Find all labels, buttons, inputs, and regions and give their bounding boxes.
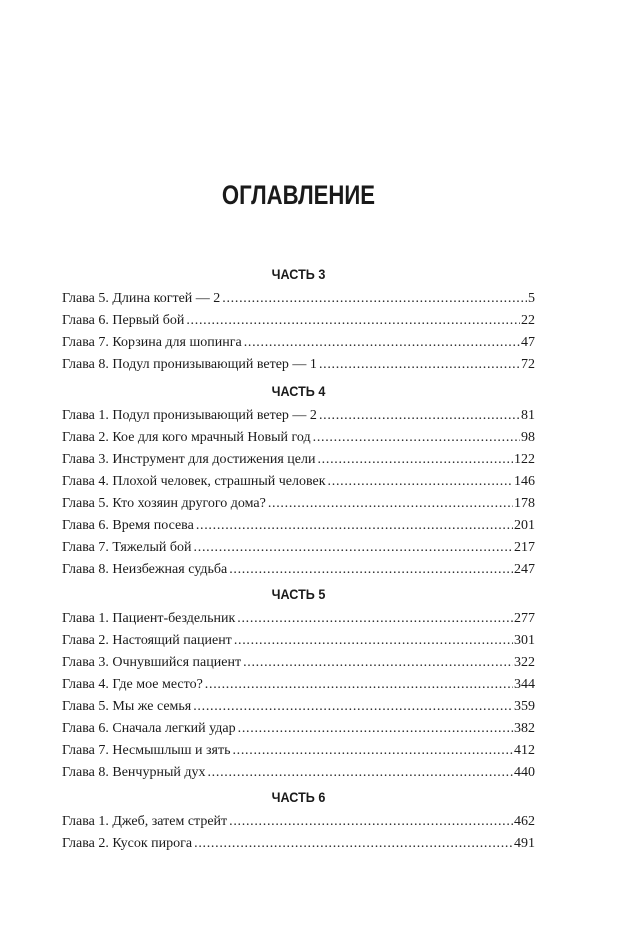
leader-dots (232, 740, 513, 762)
page-number: 322 (514, 655, 535, 670)
chapter-title: Глава 2. Кусок пирога (62, 836, 193, 851)
page-number: 359 (514, 699, 535, 714)
chapter-title: Глава 7. Корзина для шопинга (62, 335, 242, 350)
chapter-entry[interactable] (62, 559, 535, 581)
chapter-title: Глава 2. Настоящий пациент (62, 633, 232, 648)
page-number: 412 (514, 743, 535, 758)
part-heading: ЧАСТЬ 6 (271, 789, 326, 805)
chapter-list (62, 608, 535, 784)
page-number: 98 (521, 430, 535, 445)
leader-dots (196, 515, 513, 537)
page-number: 277 (514, 611, 535, 626)
chapter-entry[interactable] (62, 288, 535, 310)
leader-dots (328, 471, 513, 493)
leader-dots (194, 537, 513, 559)
part-heading: ЧАСТЬ 5 (271, 586, 326, 602)
chapter-entry[interactable] (62, 762, 535, 784)
chapter-title: Глава 6. Первый бой (62, 313, 185, 328)
leader-dots (319, 405, 520, 427)
leader-dots (317, 449, 513, 471)
page-number: 217 (514, 540, 535, 555)
chapter-entry[interactable] (62, 833, 535, 855)
chapter-title: Глава 8. Венчурный дух (62, 765, 206, 780)
chapter-title: Глава 7. Несмышлыш и зять (62, 743, 231, 758)
chapter-title: Глава 2. Кое для кого мрачный Новый год (62, 430, 311, 445)
chapter-title: Глава 6. Сначала легкий удар (62, 721, 236, 736)
page-number: 491 (514, 836, 535, 851)
leader-dots (194, 833, 513, 855)
toc-part-5 (62, 584, 535, 784)
chapter-entry[interactable] (62, 811, 535, 833)
chapter-title: Глава 3. Инструмент для достижения цели (62, 452, 316, 467)
chapter-title: Глава 1. Подул пронизывающий ветер — 2 (62, 408, 317, 423)
page-number: 247 (514, 562, 535, 577)
page-number: 344 (514, 677, 535, 692)
chapter-entry[interactable] (62, 630, 535, 652)
chapter-entry[interactable] (62, 696, 535, 718)
page-number: 81 (521, 408, 535, 423)
page-number: 47 (521, 335, 535, 350)
chapter-entry[interactable] (62, 493, 535, 515)
page-number: 72 (521, 357, 535, 372)
chapter-list (62, 811, 535, 855)
chapter-entry[interactable] (62, 471, 535, 493)
page-number: 201 (514, 518, 535, 533)
chapter-title: Глава 3. Очнувшийся пациент (62, 655, 242, 670)
page-number: 146 (514, 474, 535, 489)
chapter-entry[interactable] (62, 310, 535, 332)
chapter-entry[interactable] (62, 515, 535, 537)
toc-part-4 (62, 381, 535, 581)
page-number: 301 (514, 633, 535, 648)
toc-part-6 (62, 787, 535, 855)
chapter-title: Глава 1. Джеб, затем стрейт (62, 814, 228, 829)
chapter-list (62, 405, 535, 581)
chapter-list (62, 288, 535, 376)
chapter-entry[interactable] (62, 674, 535, 696)
page-number: 5 (528, 291, 535, 306)
chapter-title: Глава 8. Подул пронизывающий ветер — 1 (62, 357, 317, 372)
chapter-title: Глава 7. Тяжелый бой (62, 540, 192, 555)
leader-dots (237, 608, 513, 630)
page-number: 462 (514, 814, 535, 829)
leader-dots (222, 288, 527, 310)
leader-dots (234, 630, 513, 652)
chapter-title: Глава 5. Длина когтей — 2 (62, 291, 221, 306)
leader-dots (313, 427, 520, 449)
leader-dots (243, 652, 513, 674)
chapter-entry[interactable] (62, 449, 535, 471)
chapter-title: Глава 6. Время посева (62, 518, 194, 533)
toc-part-3 (62, 264, 535, 376)
chapter-title: Глава 8. Неизбежная судьба (62, 562, 228, 577)
page-number: 440 (514, 765, 535, 780)
chapter-entry[interactable] (62, 608, 535, 630)
leader-dots (205, 674, 513, 696)
leader-dots (244, 332, 520, 354)
leader-dots (186, 310, 520, 332)
page-number: 22 (521, 313, 535, 328)
chapter-title: Глава 1. Пациент-бездельник (62, 611, 236, 626)
chapter-entry[interactable] (62, 718, 535, 740)
chapter-title: Глава 5. Кто хозяин другого дома? (62, 496, 266, 511)
chapter-entry[interactable] (62, 537, 535, 559)
part-heading: ЧАСТЬ 3 (271, 266, 326, 282)
page-number: 122 (514, 452, 535, 467)
leader-dots (229, 811, 513, 833)
page-number: 382 (514, 721, 535, 736)
leader-dots (207, 762, 513, 784)
leader-dots (319, 354, 520, 376)
toc-title: ОГЛАВЛЕНИЕ (221, 180, 376, 210)
chapter-entry[interactable] (62, 354, 535, 376)
leader-dots (268, 493, 513, 515)
chapter-title: Глава 4. Где мое место? (62, 677, 203, 692)
chapter-entry[interactable] (62, 427, 535, 449)
leader-dots (229, 559, 513, 581)
chapter-title: Глава 5. Мы же семья (62, 699, 192, 714)
chapter-entry[interactable] (62, 652, 535, 674)
leader-dots (238, 718, 513, 740)
chapter-entry[interactable] (62, 405, 535, 427)
chapter-entry[interactable] (62, 332, 535, 354)
chapter-entry[interactable] (62, 740, 535, 762)
part-heading: ЧАСТЬ 4 (271, 383, 326, 399)
leader-dots (193, 696, 513, 718)
page-number: 178 (514, 496, 535, 511)
chapter-title: Глава 4. Плохой человек, страшный человек (62, 474, 326, 489)
